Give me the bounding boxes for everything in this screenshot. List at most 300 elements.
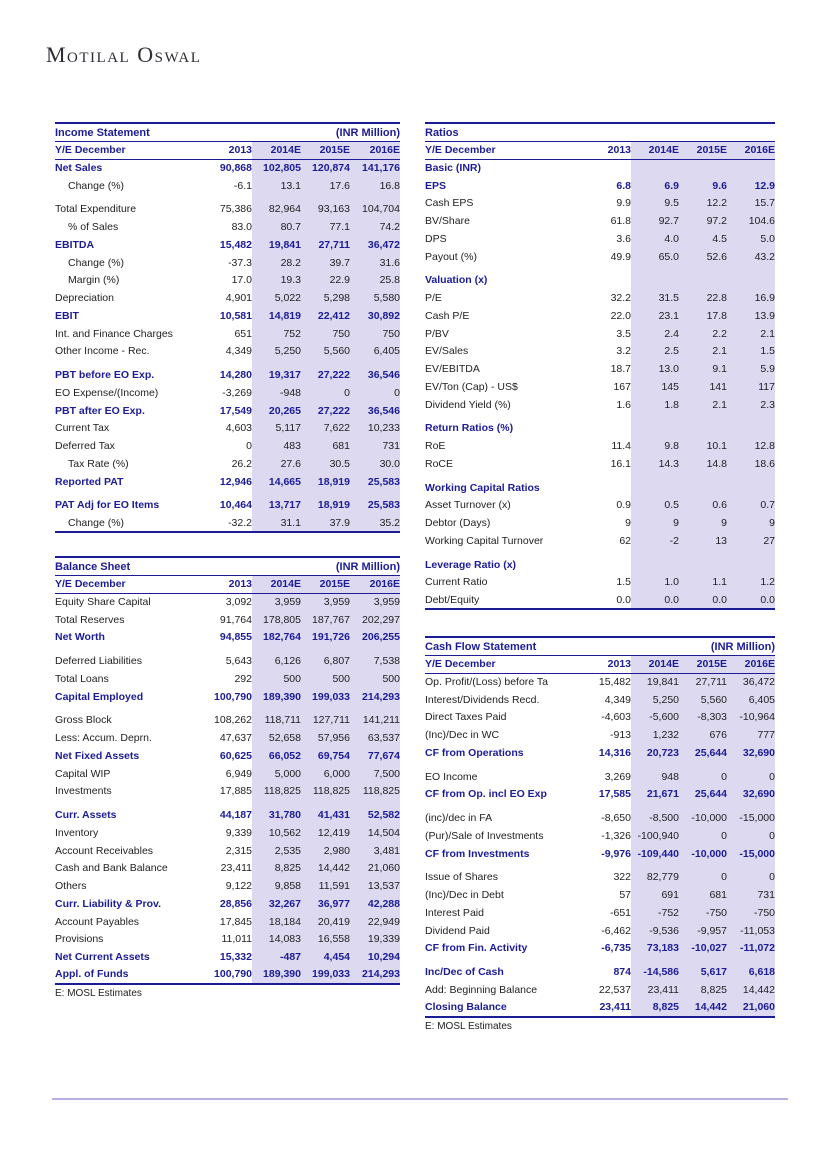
row-label: Issue of Shares [425,871,498,884]
cell-value: 62 [619,534,631,547]
cell-value [727,420,775,438]
cell-value: 2.5 [631,343,679,361]
cell-value: 108,262 [214,714,252,727]
cell-value: 32.2 [610,292,631,305]
cell-value: 13,537 [350,877,400,895]
table-row [55,712,400,730]
cell-value: 120,874 [301,159,350,177]
cell-value: 874 [613,966,631,979]
row-label: Change (%) [68,516,125,529]
cell-value [582,479,631,497]
cell-value: 104,704 [350,201,400,219]
cell-value: 27,711 [301,236,350,254]
cell-value: 13.0 [631,360,679,378]
row-label: PAT Adj for EO Items [55,499,160,512]
cell-value: -750 [727,904,775,922]
row-label: Equity Share Capital [55,596,151,609]
row-label: Investments [55,785,112,798]
cell-value: 36,546 [350,402,400,420]
cell-value: 13,717 [252,497,301,515]
cell-value: 16,558 [301,931,350,949]
cell-value: 30,892 [350,307,400,325]
cell-value: 5,250 [252,343,301,361]
cell-value: 191,726 [301,629,350,647]
table-title: Income Statement [55,126,150,139]
table-row [425,809,775,827]
column-header: 2015E [301,142,350,159]
cell-value: 5,250 [631,691,679,709]
column-header: 2016E [727,656,775,673]
cell-value: 13.1 [252,177,301,195]
cell-value: 500 [350,670,400,688]
row-label: P/E [425,292,442,305]
cell-value: 17,585 [598,788,631,801]
cell-value: 1.2 [727,574,775,592]
cell-value: 20,419 [301,913,350,931]
table-row [425,673,775,691]
cell-value: 97.2 [679,212,727,230]
row-label: Deferred Tax [55,440,115,453]
cell-value [727,272,775,290]
balance-sheet-table [55,556,400,999]
row-label: Net Sales [55,162,103,175]
cell-value: 2.1 [727,325,775,343]
table-row [55,497,400,515]
column-header: 2016E [350,576,400,593]
cell-value: -9,957 [679,922,727,940]
row-label: Asset Turnover (x) [425,499,511,512]
row-label: (inc)/dec in FA [425,812,493,825]
table-row [425,886,775,904]
cell-value: -8,650 [601,812,631,825]
cell-value: 14,280 [219,369,252,382]
row-label: Change (%) [68,256,125,269]
cell-value: 4.0 [631,230,679,248]
cell-value [582,159,631,177]
row-label: Margin (%) [68,274,120,287]
cell-value: 25,583 [350,497,400,515]
cell-value: 77.1 [301,218,350,236]
cell-value [679,272,727,290]
cell-value: 777 [727,726,775,744]
cell-value: 14,504 [350,824,400,842]
table-row [425,289,775,307]
column-header: 2013 [582,656,631,673]
row-label: Appl. of Funds [55,968,129,981]
table-row [55,420,400,438]
cell-value: 49.9 [610,250,631,263]
row-label: Net Current Assets [55,951,150,964]
table-row [55,177,400,195]
table-row [55,473,400,491]
table-row [425,497,775,515]
cell-value: 36,546 [350,366,400,384]
cell-value: 141,176 [350,159,400,177]
column-header: 2016E [350,142,400,159]
cell-value: 5,617 [679,963,727,981]
cell-value: 0.0 [631,591,679,609]
tables-layout [55,122,775,1032]
cell-value: 20,723 [631,744,679,762]
row-label: Change (%) [68,179,125,192]
row-label: BV/Share [425,215,470,228]
cell-value: 3,959 [350,593,400,611]
cell-value: 4.5 [679,230,727,248]
table-row [425,709,775,727]
cell-value: 17.8 [679,307,727,325]
cell-value: 3,092 [225,596,252,609]
cell-value: -109,440 [631,845,679,863]
table-row [425,378,775,396]
cell-value [631,479,679,497]
cell-value: 0 [727,827,775,845]
row-label: Net Worth [55,631,105,644]
column-header: Y/E December [55,576,202,593]
table-row [425,360,775,378]
cell-value: 31.1 [252,514,301,532]
cell-value: 3,481 [350,842,400,860]
table-row [425,230,775,248]
cell-value: 6,807 [301,652,350,670]
row-label: Total Reserves [55,613,125,626]
row-label: P/BV [425,327,449,340]
cell-value: 2.1 [679,343,727,361]
column-header: 2014E [631,656,679,673]
table-row [55,783,400,801]
row-label: Cash and Bank Balance [55,862,168,875]
cell-value: 19,339 [350,931,400,949]
cell-value: 9 [631,514,679,532]
cell-value: 36,977 [301,895,350,913]
cell-value: 11.4 [611,440,631,453]
cell-value: 3,959 [252,593,301,611]
motilal-oswal-logo: Motilal Oswal [46,42,202,67]
cell-value: 52.6 [679,248,727,266]
cell-value: 12.8 [727,437,775,455]
table-footnote: E: MOSL Estimates [425,1020,512,1032]
row-label: Inventory [55,826,99,839]
cell-value: 5.9 [727,360,775,378]
cell-value: 4,901 [225,292,252,305]
cell-value: 1.1 [679,574,727,592]
table-row [55,806,400,824]
row-label: CF from Op. incl EO Exp [425,788,547,801]
cell-value: 681 [679,886,727,904]
cell-value: -10,964 [727,709,775,727]
table-row [425,420,775,438]
cell-value: 2.2 [679,325,727,343]
cell-value: 0 [679,869,727,887]
row-label: Closing Balance [425,1001,507,1014]
cell-value: 74.2 [350,218,400,236]
cell-value: 57 [619,889,631,902]
cell-value: 292 [234,672,252,685]
cell-value: 752 [252,325,301,343]
row-label: PBT before EO Exp. [55,369,155,382]
cell-value: 16.1 [610,457,631,470]
cell-value: 36,472 [727,673,775,691]
table-row [425,325,775,343]
row-label: Interest/Dividends Recd. [425,693,540,706]
cell-value: 500 [252,670,301,688]
table-row [55,384,400,402]
cell-value: 676 [679,726,727,744]
cell-value: 182,764 [252,629,301,647]
cell-value: 2.3 [727,396,775,414]
cell-value: 23,411 [599,1001,631,1014]
cell-value: 19,841 [631,673,679,691]
cell-value: 15,482 [598,676,631,689]
table-row [425,845,775,863]
cell-value: 322 [613,871,631,884]
table-row [425,248,775,266]
row-label: Account Receivables [55,844,154,857]
column-header: 2015E [679,656,727,673]
cell-value: 14,083 [252,931,301,949]
row-label: Current Ratio [425,576,488,589]
cell-value: 12.9 [727,177,775,195]
cell-value: 178,805 [252,611,301,629]
table-row [425,177,775,195]
cell-value: 0 [350,384,400,402]
column-header: 2015E [301,576,350,593]
row-label: (Inc)/Dec in WC [425,729,500,742]
cell-value: 27,711 [679,673,727,691]
cell-value: 11,011 [221,933,252,946]
cell-value: 52,582 [350,806,400,824]
row-label: Capital WIP [55,767,111,780]
cell-value: 9.1 [679,360,727,378]
cell-value: 27,222 [301,402,350,420]
table-title-row [425,124,775,142]
row-label: Dividend Yield (%) [425,398,511,411]
cell-value [679,420,727,438]
cell-value: 4,349 [225,345,252,358]
cell-value: 117 [727,378,775,396]
cell-value: 20,265 [252,402,301,420]
cell-value: 2,535 [252,842,301,860]
row-label: Depreciation [55,292,114,305]
cell-value: 4,603 [225,422,252,435]
cell-value: 2,980 [301,842,350,860]
cell-value: -948 [252,384,301,402]
cell-value: 167 [613,380,631,393]
cell-value: 3,959 [301,593,350,611]
table-row [55,895,400,913]
table-row [425,556,775,574]
cell-value: 22.8 [679,289,727,307]
column-header-row [55,142,400,159]
table-row [425,768,775,786]
cell-value: 35.2 [350,514,400,532]
cell-value: 0 [246,440,252,453]
cell-value: 25,644 [679,786,727,804]
row-label: CF from Investments [425,847,530,860]
cell-value [631,420,679,438]
financial-grid [55,576,400,985]
cell-value: 5,560 [679,691,727,709]
cell-value: 28.2 [252,254,301,272]
cell-value: 66,052 [252,747,301,765]
cell-value: 6,405 [350,343,400,361]
cell-value: 9.9 [616,197,631,210]
cell-value: -2 [631,532,679,550]
cell-value: 0 [727,869,775,887]
cell-value: 25,644 [679,744,727,762]
row-label: Op. Profit/(Loss) before Ta [425,676,548,689]
row-label: Gross Block [55,714,112,727]
row-label: RoCE [425,457,454,470]
cell-value: 25.8 [350,272,400,290]
cell-value: 19,317 [252,366,301,384]
cell-value: 17.6 [301,177,350,195]
cell-value: -9,536 [631,922,679,940]
cell-value: 214,293 [350,966,400,984]
table-row [55,913,400,931]
table-row [425,479,775,497]
cell-value: 750 [350,325,400,343]
cell-value: 15.7 [727,195,775,213]
row-label: Total Expenditure [55,203,137,216]
cell-value: 60,625 [219,749,252,762]
row-label: Basic (INR) [425,162,482,175]
cell-value: 25,583 [350,473,400,491]
table-row [425,869,775,887]
table-row [55,729,400,747]
cell-value: 3,269 [604,770,631,783]
cell-value: 100,790 [214,690,252,703]
cell-value: 23,411 [631,981,679,999]
cell-value: 23,411 [220,862,252,875]
cell-value: 36,472 [350,236,400,254]
cell-value: 6,949 [225,767,252,780]
cell-value: 17.0 [231,274,252,287]
cell-value: 3.6 [616,232,631,245]
cell-value: 10,294 [350,948,400,966]
cell-value [582,556,631,574]
cell-value: 80.7 [252,218,301,236]
table-row [425,591,775,609]
row-label: Net Fixed Assets [55,749,140,762]
table-title: Cash Flow Statement [425,640,537,653]
cell-value: 483 [252,437,301,455]
cell-value: 28,856 [219,897,252,910]
row-label: CF from Fin. Activity [425,942,528,955]
cell-value: 9 [625,517,631,530]
cell-value: 127,711 [301,712,350,730]
row-label: Working Capital Turnover [425,534,544,547]
table-row [425,396,775,414]
table-row [55,747,400,765]
cell-value: 691 [631,886,679,904]
cell-value [679,479,727,497]
row-label: Dividend Paid [425,924,490,937]
table-footnote: E: MOSL Estimates [55,987,142,999]
row-label: Inc/Dec of Cash [425,966,504,979]
cell-value: 0.0 [679,591,727,609]
cell-value: 731 [727,886,775,904]
cell-value: 1.0 [631,574,679,592]
table-row [425,195,775,213]
cell-value: 187,767 [301,611,350,629]
cell-value: 15,482 [219,238,252,251]
column-header: 2014E [631,142,679,159]
cell-value: -100,940 [631,827,679,845]
cell-value: 7,500 [350,765,400,783]
table-row [55,948,400,966]
cell-value: -6.1 [233,179,252,192]
column-header-row [55,576,400,593]
table-unit: (INR Million) [335,126,400,139]
cell-value: 13 [679,532,727,550]
cell-value: -1,326 [601,829,631,842]
column-header: 2015E [679,142,727,159]
cell-value: 9.8 [631,437,679,455]
cell-value: 0 [727,768,775,786]
cell-value: 14,316 [598,746,631,759]
cell-value: 1.5 [616,576,631,589]
table-row [55,877,400,895]
cell-value: -11,053 [727,922,775,940]
cell-value: -487 [252,948,301,966]
table-row [425,922,775,940]
cell-value: 9,858 [252,877,301,895]
cell-value: 7,622 [301,420,350,438]
cell-value: 189,390 [252,966,301,984]
income-statement-table [55,122,400,533]
cell-value: 21,671 [631,786,679,804]
cell-value: -6,735 [601,942,631,955]
cell-value: 0.6 [679,497,727,515]
column-header-row [425,142,775,159]
table-row [425,212,775,230]
financial-grid [55,142,400,533]
cell-value: 118,711 [252,712,301,730]
cell-value: 141,211 [350,712,400,730]
cell-value: 199,033 [301,688,350,706]
table-row [55,652,400,670]
cell-value: 118,825 [252,783,301,801]
cell-value: 5,580 [350,289,400,307]
cell-value: 6,000 [301,765,350,783]
table-row [55,688,400,706]
cell-value [582,272,631,290]
cell-value: 5,000 [252,765,301,783]
cell-value: 9.6 [679,177,727,195]
cell-value: 5,117 [252,420,301,438]
cell-value: 4,454 [301,948,350,966]
table-title-row [425,638,775,656]
row-label: (Inc)/Dec in Debt [425,889,504,902]
cell-value: 2.4 [631,325,679,343]
cell-value: 651 [234,327,252,340]
cell-value: 14,819 [252,307,301,325]
table-row [55,343,400,361]
table-row [55,931,400,949]
cell-value: 8,825 [679,981,727,999]
financial-grid [425,142,775,610]
table-row [425,744,775,762]
cell-value: 202,297 [350,611,400,629]
row-label: Deferred Liabilities [55,655,142,668]
cell-value: 21,060 [727,999,775,1017]
table-row [425,940,775,958]
cell-value: 21,060 [350,860,400,878]
cell-value: 18,184 [252,913,301,931]
cell-value: 1.8 [631,396,679,414]
cell-value: -750 [679,904,727,922]
cell-value: 94,855 [219,631,252,644]
